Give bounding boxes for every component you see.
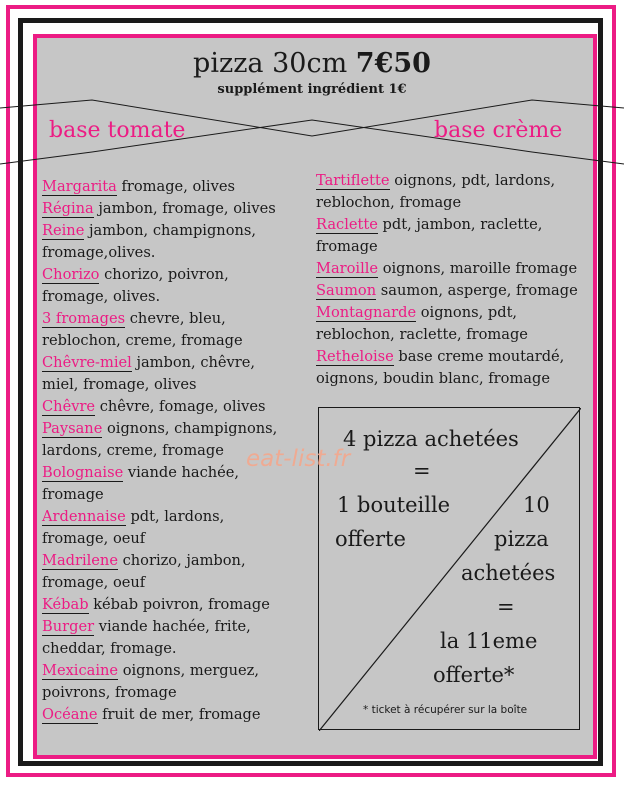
pizza-ingredients: fruit de mer, fromage [102,706,261,723]
pizza-ingredients: oignons, pdt, lardons, reblochon, fromage [316,172,556,211]
pizza-ingredients: base creme moutardé, oignons, boudin blanc, fromage [316,348,565,387]
pizza-name: Mexicaine [42,662,119,679]
heading-base-creme: base crème [434,118,563,143]
menu-item [42,198,294,220]
pizza-ingredients: oignons, merguez, poivrons, fromage [42,662,260,701]
pizza-name: Paysane [42,420,103,437]
menu-item [42,264,294,308]
menu-item [316,170,586,214]
menu-item [42,660,294,704]
pizza-ingredients: oignons, pdt, reblochon, raclette, fromage [316,304,528,343]
pizza-name: Montagnarde [316,304,417,321]
offer-left-offerte: offerte [335,527,406,551]
page-title [0,48,624,80]
supplement-note: supplément ingrédient 1€ [217,82,407,97]
pizza-name: Kébab [42,596,89,613]
menu-item [42,594,294,616]
pizza-ingredients: jambon, chêvre, miel, fromage, olives [42,354,256,393]
menu-item [42,550,294,594]
pizza-ingredients: jambon, fromage, olives [98,200,276,217]
offer-right-equals: = [497,595,515,619]
pizza-ingredients: pdt, lardons, fromage, oeuf [42,508,225,547]
heading-base-tomate: base tomate [49,118,186,143]
menu-list-creme [316,170,586,390]
menu-item [316,280,586,302]
title-price: 7€50 [355,48,431,79]
offer-ticket-note: * ticket à récupérer sur la boîte [363,704,528,716]
pizza-ingredients: pdt, jambon, raclette, fromage [316,216,543,255]
pizza-name: Bolognaise [42,464,124,481]
pizza-name: Reine [42,222,85,239]
pizza-name: Retheloise [316,348,394,365]
pizza-name: Océane [42,706,98,723]
pizza-ingredients: viande hachée, frite, cheddar, fromage. [42,618,251,657]
pizza-ingredients: chorizo, poivron, fromage, olives. [42,266,229,305]
pizza-name: Chêvre [42,398,96,415]
pizza-name: Chêvre-miel [42,354,132,371]
pizza-name: Burger [42,618,95,635]
menu-item [42,704,294,726]
pizza-ingredients: saumon, asperge, fromage [380,282,578,299]
offer-10: 10 [523,493,550,517]
menu-item [42,308,294,352]
pizza-ingredients: chorizo, jambon, fromage, oeuf [42,552,246,591]
pizza-name: Maroille [316,260,379,277]
pizza-name: Régina [42,200,94,217]
pizza-ingredients: fromage, olives [121,178,235,195]
watermark-logo: eat-list.fr [246,446,351,472]
pizza-name: Madrilene [42,552,118,569]
pizza-ingredients: kébab poivron, fromage [93,596,270,613]
menu-item [42,506,294,550]
menu-item [316,346,586,390]
pizza-name: Chorizo [42,266,100,283]
offer-right-offerte: offerte* [433,663,515,687]
offer-4-pizza: 4 pizza achetées [343,427,519,451]
menu-item [42,396,294,418]
pizza-name: Ardennaise [42,508,126,525]
menu-item [42,352,294,396]
offer-achetees: achetées [461,561,556,585]
pizza-ingredients: oignons, champignons, lardons, creme, fromage [42,420,278,459]
pizza-name: Margarita [42,178,117,195]
title-text: pizza 30cm [193,48,348,79]
pizza-ingredients: oignons, maroille fromage [382,260,578,277]
menu-item [316,258,586,280]
offer-la-11eme: la 11eme [440,629,538,653]
pizza-ingredients: chêvre, fomage, olives [99,398,266,415]
menu-item [316,214,586,258]
pizza-name: Saumon [316,282,377,299]
loyalty-offer-box [318,407,580,730]
pizza-ingredients: jambon, champignons, fromage,olives. [42,222,257,261]
offer-pizza: pizza [494,527,549,551]
offer-1-bouteille: 1 bouteille [337,493,451,517]
pizza-name: Tartiflette [316,172,390,189]
pizza-ingredients: chevre, bleu, reblochon, creme, fromage [42,310,243,349]
pizza-name: 3 fromages [42,310,126,327]
pizza-ingredients: viande hachée, fromage [42,464,240,503]
pizza-name: Raclette [316,216,378,233]
menu-item [42,616,294,660]
menu-item [42,220,294,264]
menu-item [42,176,294,198]
offer-left-equals: = [413,459,431,483]
menu-item [316,302,586,346]
